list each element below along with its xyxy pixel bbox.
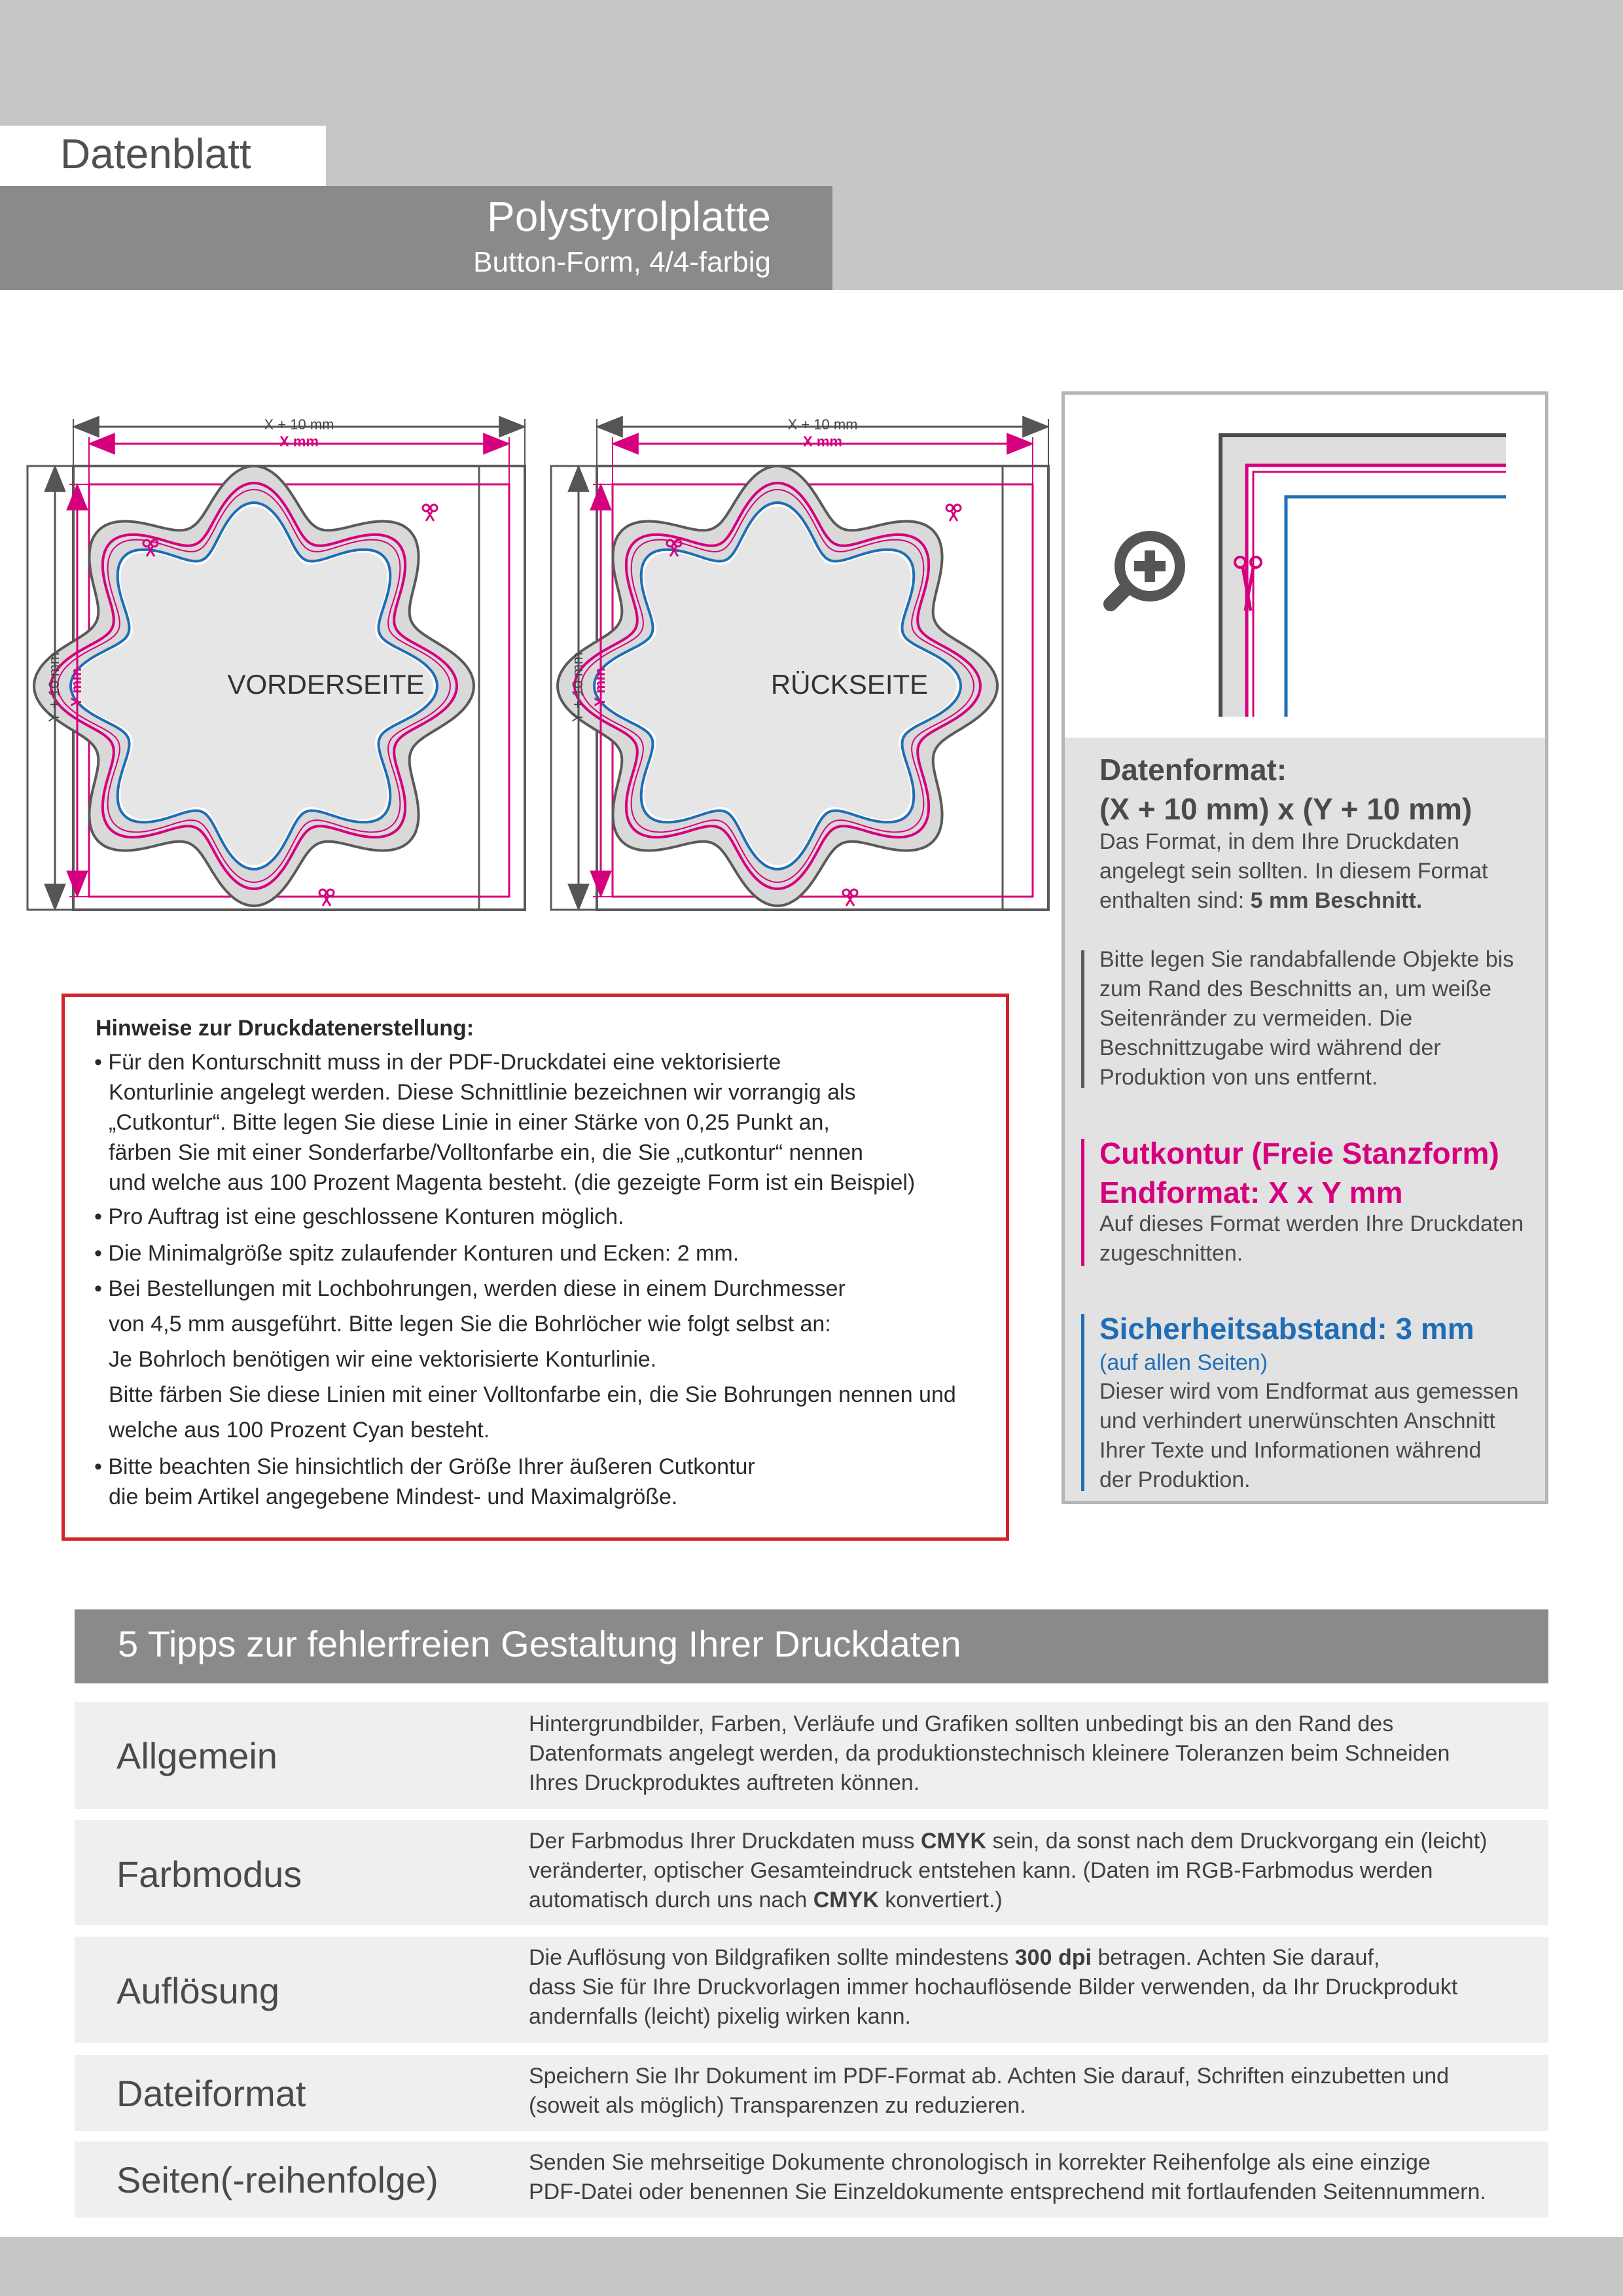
datenformat-text-2: angelegt sein sollten. In diesem Format bbox=[1099, 859, 1488, 884]
dim-outer-x-label: X + 10 mm bbox=[787, 416, 858, 433]
back-side-label: RÜCKSEITE bbox=[770, 669, 929, 700]
tip-text-line: Datenformats angelegt werden, da produktionstechnisch kleinere Toleranzen beim Schneiden bbox=[529, 1741, 1450, 1766]
dim-inner-x-label: X mm bbox=[803, 433, 842, 450]
tip-label: Seiten(-reihenfolge) bbox=[116, 2159, 438, 2200]
tip-label: Auflösung bbox=[116, 1970, 280, 2011]
datenformat-title: Datenformat: bbox=[1099, 753, 1287, 787]
product-subtitle: Button-Form, 4/4-farbig bbox=[473, 246, 771, 278]
safety-line: der Produktion. bbox=[1099, 1467, 1251, 1492]
bleed-line: Produktion von uns entfernt. bbox=[1099, 1065, 1378, 1090]
dim-inner-y-label: Y mm bbox=[68, 668, 84, 707]
notes-line: von 4,5 mm ausgeführt. Bitte legen Sie die Bohrlöcher wie folgt selbst an: bbox=[109, 1312, 831, 1336]
product-title: Polystyrolplatte bbox=[487, 193, 771, 240]
dim-outer-x-label: X + 10 mm bbox=[264, 416, 334, 433]
tip-label: Farbmodus bbox=[116, 1854, 302, 1895]
tip-text-line: dass Sie für Ihre Druckvorlagen immer hochauflösende Bilder verwenden, da Ihr Druckprodukt bbox=[529, 1975, 1458, 2000]
tip-row-allgemein bbox=[75, 1702, 1548, 1809]
product-title-bar bbox=[0, 186, 832, 290]
scissors-icon bbox=[946, 505, 961, 521]
notes-title: Hinweise zur Druckdatenerstellung: bbox=[96, 1016, 474, 1041]
safety-line: Ihrer Texte und Informationen während bbox=[1099, 1438, 1482, 1463]
dim-inner-y-label: Y mm bbox=[592, 668, 608, 707]
bleed-line: Bitte legen Sie randabfallende Objekte bis bbox=[1099, 947, 1514, 972]
notes-line: • Für den Konturschnitt muss in der PDF-Druckdatei eine vektorisierte bbox=[94, 1050, 781, 1075]
notes-line: • Pro Auftrag ist eine geschlossene Konturen möglich. bbox=[94, 1204, 624, 1229]
safety-title: Sicherheitsabstand: 3 mm bbox=[1099, 1312, 1474, 1346]
tip-row-aufloesung bbox=[75, 1937, 1548, 2043]
bleed-marker bbox=[1081, 950, 1084, 1088]
tip-text-line: automatisch durch uns nach CMYK konvertiert.) bbox=[529, 1888, 1003, 1912]
datenformat-value: (X + 10 mm) x (Y + 10 mm) bbox=[1099, 792, 1472, 826]
notes-line: • Die Minimalgröße spitz zulaufender Konturen und Ecken: 2 mm. bbox=[94, 1241, 740, 1266]
footer-band bbox=[0, 2237, 1623, 2296]
bleed-line: Seitenränder zu vermeiden. Die bbox=[1099, 1006, 1413, 1031]
dim-outer-y-label: Y + 10 mm bbox=[46, 652, 62, 723]
tip-text-line: Senden Sie mehrseitige Dokumente chronologisch in korrekter Reihenfolge als eine einzige bbox=[529, 2150, 1431, 2175]
safety-marker bbox=[1081, 1314, 1084, 1491]
safety-sub: (auf allen Seiten) bbox=[1099, 1350, 1268, 1375]
tip-text-line: veränderter, optischer Gesamteindruck entstehen kann. (Daten im RGB-Farbmodus werden bbox=[529, 1858, 1433, 1883]
cut-title-2: Endformat: X x Y mm bbox=[1099, 1175, 1403, 1210]
bleed-line: zum Rand des Beschnitts an, um weiße bbox=[1099, 977, 1492, 1001]
dim-inner-x-label: X mm bbox=[279, 433, 319, 450]
tips-header bbox=[75, 1609, 1548, 1683]
notes-line: „Cutkontur“. Bitte legen Sie diese Linie in einer Stärke von 0,25 Punkt an, bbox=[109, 1110, 830, 1135]
tip-text-line: (soweit als möglich) Transparenzen zu reduzieren. bbox=[529, 2093, 1026, 2118]
notes-line: die beim Artikel angegebene Mindest- und Maximalgröße. bbox=[109, 1484, 678, 1509]
tip-label: Dateiformat bbox=[116, 2073, 306, 2114]
notes-line: und welche aus 100 Prozent Magenta besteht. (die gezeigte Form ist ein Beispiel) bbox=[109, 1170, 916, 1195]
doc-label: Datenblatt bbox=[60, 130, 251, 177]
notes-line: welche aus 100 Prozent Cyan besteht. bbox=[109, 1418, 490, 1443]
tip-text-line: Die Auflösung von Bildgrafiken sollte mindestens 300 dpi betragen. Achten Sie darauf, bbox=[529, 1945, 1380, 1970]
front-side-label: VORDERSEITE bbox=[227, 669, 425, 700]
scissors-icon bbox=[423, 505, 437, 521]
notes-line: Je Bohrloch benötigen wir eine vektorisierte Konturlinie. bbox=[109, 1347, 657, 1372]
zoom-detail bbox=[1065, 395, 1545, 738]
tip-row-seiten bbox=[75, 2142, 1548, 2217]
format-diagrams bbox=[0, 367, 1060, 929]
notes-line: • Bei Bestellungen mit Lochbohrungen, werden diese in einem Durchmesser bbox=[94, 1276, 846, 1301]
dim-outer-y-label: Y + 10 mm bbox=[569, 652, 586, 723]
tip-text-line: Der Farbmodus Ihrer Druckdaten muss CMYK sein, da sonst nach dem Druckvorgang ein (leicht) bbox=[529, 1829, 1488, 1854]
cut-line: Auf dieses Format werden Ihre Druckdaten bbox=[1099, 1211, 1524, 1236]
tip-text-line: Speichern Sie Ihr Dokument im PDF-Format ab. Achten Sie darauf, Schriften einzubetten und bbox=[529, 2064, 1450, 2089]
notes-line: färben Sie mit einer Sonderfarbe/Volltonfarbe ein, die Sie „cutkontur“ nennen bbox=[109, 1140, 863, 1165]
cut-title-1: Cutkontur (Freie Stanzform) bbox=[1099, 1136, 1499, 1170]
bleed-line: Beschnittzugabe wird während der bbox=[1099, 1035, 1441, 1060]
tip-text-line: andernfalls (leicht) pixelig wirken kann. bbox=[529, 2004, 911, 2029]
tip-row-farbmodus bbox=[75, 1820, 1548, 1925]
tip-text-line: PDF-Datei oder benennen Sie Einzeldokumente entsprechend mit fortlaufenden Seitennummern. bbox=[529, 2179, 1486, 2204]
tips-title: 5 Tipps zur fehlerfreien Gestaltung Ihrer Druckdaten bbox=[118, 1623, 961, 1664]
notes-line: Bitte färben Sie diese Linien mit einer Volltonfarbe ein, die Sie Bohrungen nennen und bbox=[109, 1382, 956, 1407]
cut-line: zugeschnitten. bbox=[1099, 1241, 1243, 1266]
datenformat-text-1: Das Format, in dem Ihre Druckdaten bbox=[1099, 829, 1459, 854]
tip-text-line: Hintergrundbilder, Farben, Verläufe und Grafiken sollten unbedingt bis an den Rand des bbox=[529, 1712, 1394, 1736]
notes-line: • Bitte beachten Sie hinsichtlich der Größe Ihrer äußeren Cutkontur bbox=[94, 1454, 755, 1479]
tip-row-dateiformat bbox=[75, 2055, 1548, 2131]
tip-text-line: Ihres Druckproduktes auftreten können. bbox=[529, 1770, 920, 1795]
safety-line: Dieser wird vom Endformat aus gemessen bbox=[1099, 1379, 1519, 1404]
notes-line: Konturlinie angelegt werden. Diese Schnittlinie bezeichnen wir vorrangig als bbox=[109, 1080, 856, 1105]
datenformat-text-3: enthalten sind: 5 mm Beschnitt. bbox=[1099, 888, 1423, 913]
cut-marker bbox=[1081, 1139, 1084, 1266]
front-side-diagram bbox=[27, 416, 525, 910]
doc-label-tab bbox=[0, 126, 326, 186]
tip-label: Allgemein bbox=[116, 1735, 277, 1776]
back-side-diagram bbox=[551, 416, 1048, 910]
safety-line: und verhindert unerwünschten Anschnitt bbox=[1099, 1408, 1495, 1433]
magnifier-plus-icon bbox=[1111, 536, 1180, 604]
